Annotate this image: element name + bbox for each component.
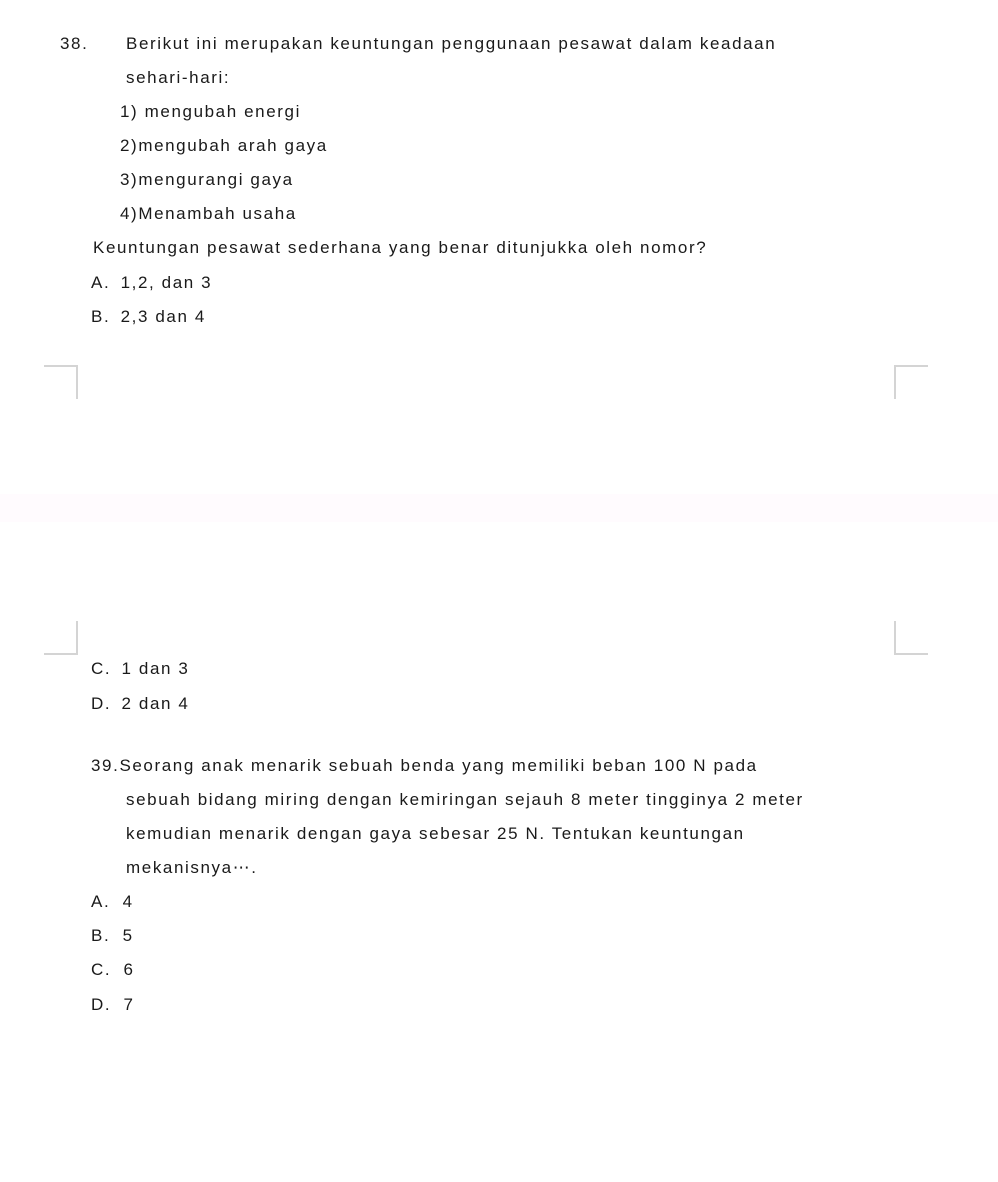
option-letter: A. — [91, 892, 111, 911]
page-corner-mark — [44, 365, 78, 399]
statement-item: 1) mengubah energi — [120, 102, 301, 121]
option-letter: C. — [91, 659, 112, 678]
page-corner-mark — [894, 621, 928, 655]
question-stem-continuation: sebuah bidang miring dengan kemiringan sejauh 8 meter tingginya 2 meter — [126, 790, 804, 809]
question-stem — [91, 756, 758, 776]
question-number: 38. — [60, 34, 89, 53]
statement-item: 4)Menambah usaha — [120, 204, 297, 223]
option-text: 2 dan 4 — [121, 694, 190, 713]
option-text: 6 — [123, 960, 135, 979]
option-text: 1,2, dan 3 — [120, 273, 213, 292]
page-corner-mark — [44, 621, 78, 655]
answer-option-c[interactable] — [91, 659, 189, 679]
question-stem-continuation: sehari-hari: — [126, 68, 231, 87]
answer-option-b[interactable] — [91, 307, 206, 327]
question-stem-continuation: mekanisnya⋯. — [126, 858, 258, 877]
option-letter: B. — [91, 307, 111, 326]
page-gap-band — [0, 494, 998, 522]
answer-option-a[interactable] — [91, 273, 212, 293]
question-stem: Berikut ini merupakan keuntungan penggunaan pesawat dalam keadaan — [126, 34, 777, 53]
option-text: 4 — [122, 892, 134, 911]
option-text: 1 dan 3 — [121, 659, 190, 678]
question-stem-text: Seorang anak menarik sebuah benda yang memiliki beban 100 N pada — [119, 756, 758, 775]
question-prompt: Keuntungan pesawat sederhana yang benar ditunjukka oleh nomor? — [93, 238, 708, 257]
option-letter: A. — [91, 273, 111, 292]
statement-item: 2)mengubah arah gaya — [120, 136, 328, 155]
answer-option-d[interactable] — [91, 694, 189, 714]
option-text: 2,3 dan 4 — [120, 307, 206, 326]
statement-item: 3)mengurangi gaya — [120, 170, 294, 189]
option-letter: D. — [91, 995, 112, 1014]
option-text: 7 — [123, 995, 135, 1014]
answer-option-d[interactable] — [91, 995, 135, 1015]
option-letter: C. — [91, 960, 112, 979]
question-number: 39. — [91, 756, 120, 775]
option-letter: B. — [91, 926, 111, 945]
answer-option-a[interactable] — [91, 892, 134, 912]
option-text: 5 — [122, 926, 134, 945]
question-stem-continuation: kemudian menarik dengan gaya sebesar 25 N. Tentukan keuntungan — [126, 824, 745, 843]
answer-option-c[interactable] — [91, 960, 135, 980]
page-corner-mark — [894, 365, 928, 399]
option-letter: D. — [91, 694, 112, 713]
answer-option-b[interactable] — [91, 926, 134, 946]
